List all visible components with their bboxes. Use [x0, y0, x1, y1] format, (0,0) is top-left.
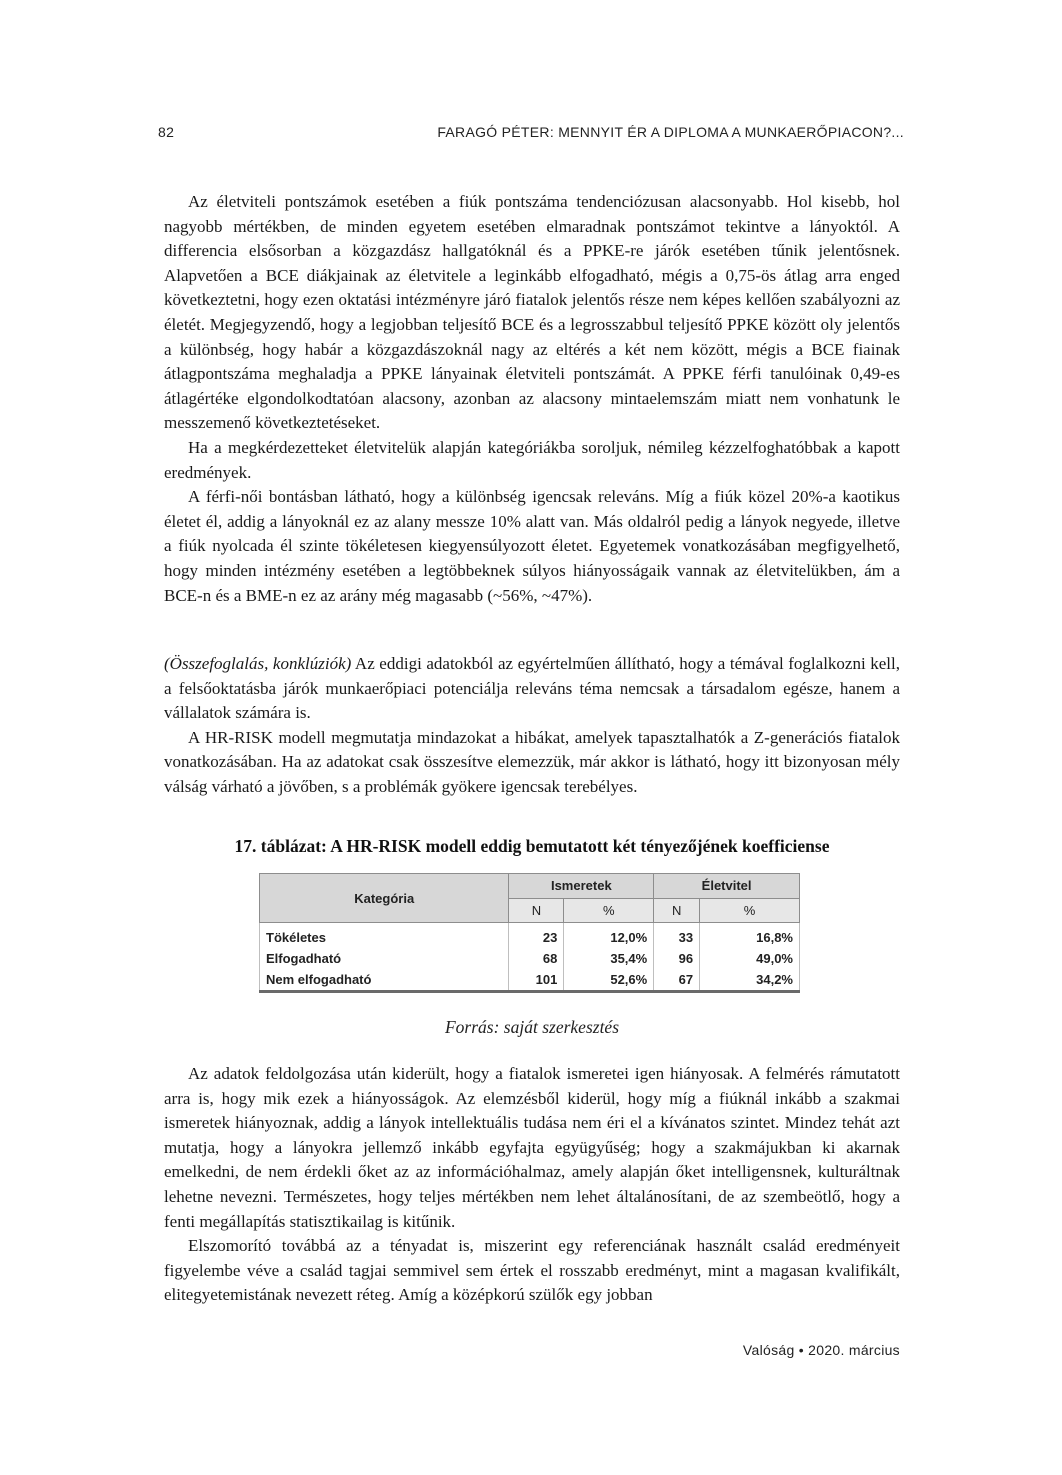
page-footer: Valóság • 2020. március	[742, 1342, 900, 1358]
cell-percent: 52,6%	[564, 969, 654, 992]
table-row	[260, 948, 800, 969]
paragraph: A férfi-női bontásban látható, hogy a különbség igencsak releváns. Míg a fiúk közel 20%-a kaotikus életet él, addig a lányoknál ez az alany messze 10% alatt van. Más oldalról pedig a lányok negyede, illetve a fiúk nyolcada él szinte tökéletesen kiegyensúlyozott életet. Egyetemek vonatkozásában megfigyelhető, hogy minden intézmény esetében a legtöbbeknek súlyos hiányosságaik vannak az életvitelükben, ám a BCE-n és a BME-n ez az arány még magasabb (~56%, ~47%).	[164, 487, 900, 605]
summary-label: (Összefoglalás, konklúziók)	[164, 654, 352, 673]
cell-n: 68	[509, 948, 564, 969]
header-percent: %	[564, 898, 654, 923]
paragraph: Az adatok feldolgozása után kiderült, hogy a fiatalok ismeretei igen hiányosak. A felmérés rámutatott arra is, hogy mik ezek a hiányosságok. Az elemzésből kiderül, hogy míg a fiúknál inkább a szakmai ismeretek hiányoznak, addig a lányok intellektuális tudása nem éri el a kívánatos szintet. Mindez tehát azt mutatja, hogy a lányokra jellemző inkább egyfajta együgyűség; hogy a szakmájukban ki akarnak emelkedni, de nem érdekli őket az az információhalmaz, amely alapján őket intelligensnek, kulturáltnak lehetne nevezni. Természetes, hogy teljes mértékben nem lehet általánosítani, de az szembeötlő, hogy a fenti megállapítás statisztikailag is kitűnik.	[164, 1064, 900, 1231]
header-category: Kategória	[260, 874, 509, 923]
body-text-top	[164, 190, 900, 608]
running-header	[158, 124, 904, 146]
row-label: Nem elfogadható	[260, 969, 509, 992]
paragraph: Az életviteli pontszámok esetében a fiúk pontszáma tendenciózusan alacsonyabb. Hol kisebb, hol nagyobb mértékben, de minden egyetem esetében elmaradnak pontszámot tekintve a lányoktól. A differencia elsősorban a közgazdász hallgatóknál és a PPKE-re járók esetében tűnik jelentősnek. Alapvetően a BCE diákjainak az életvitele a leginkább elfogadható, mégis a 0,75-ös átlag arra enged következtetni, hogy ezen oktatási intézményre járó fiatalok jelentős része nem képes kellően szabályozni az életét. Megjegyzendő, hogy a legjobban teljesítő BCE és a legrosszabbul teljesítő PPKE között oly jelentős a különbség, hogy habár a közgazdászoknál nagy az eltérés a két nem között, mégis a BCE fiainak átlagpontszáma meghaladja a PPKE lányainak életviteli pontszámát. A PPKE férfi tanulóinak 0,49-es átlagértéke elgondolkodtatóan alacsony, azonban az alacsony mintaelemszám miatt nem vonhatunk le messzemenő következtetéseket.	[164, 192, 900, 433]
paragraph: A HR-RISK modell megmutatja mindazokat a hibákat, amelyek tapasztalhatók a Z-generációs fiatalok vonatkozásában. Ha az adatokat csak összesítve elemezzük, már akkor is látható, hogy itt bizonyosan mély válság várható a jövőben, s a problémák gyökere igencsak terebélyes.	[164, 727, 900, 796]
cell-percent: 12,0%	[564, 923, 654, 949]
running-title: FARAGÓ PÉTER: MENNYIT ÉR A DIPLOMA A MUNKAERŐPIACON?...	[437, 124, 904, 140]
paragraph: Elszomorító továbbá az a tényadat is, miszerint egy referenciának használt család eredményeit figyelembe véve a család tagjai semmivel sem értek el rosszabb eredményt, mint a magasan kvalifikált, elitegyetemistának nevezett réteg. Amíg a középkorú szülők egy jobban	[164, 1236, 900, 1305]
cell-percent: 34,2%	[700, 969, 800, 992]
header-percent: %	[700, 898, 800, 923]
cell-n: 33	[654, 923, 700, 949]
cell-n: 101	[509, 969, 564, 992]
cell-n: 23	[509, 923, 564, 949]
row-label: Tökéletes	[260, 923, 509, 949]
table-row	[260, 923, 800, 949]
paragraph: Ha a megkérdezetteket életvitelük alapján kategóriákba soroljuk, némileg kézzelfoghatóbbak a kapott eredmények.	[164, 437, 900, 482]
table-row	[260, 969, 800, 992]
table-caption: 17. táblázat: A HR-RISK modell eddig bemutatott két tényezőjének koefficiense	[234, 836, 830, 856]
cell-n: 96	[654, 948, 700, 969]
header-n: N	[509, 898, 564, 923]
summary-text: Az eddigi adatokból az egyértelműen állítható, hogy a témával foglalkozni kell, a felsőoktatásba járók munkaerőpiaci potenciálja releváns téma nemcsak a társadalom egésze, hanem a vállalatok számára is.	[164, 654, 900, 723]
table-source: Forrás: saját szerkesztés	[444, 1017, 620, 1037]
cell-percent: 49,0%	[700, 948, 800, 969]
cell-n: 67	[654, 969, 700, 992]
summary-paragraph	[164, 652, 900, 726]
page-number: 82	[158, 124, 175, 140]
header-n: N	[654, 898, 700, 923]
body-text-bottom	[164, 1062, 900, 1308]
header-group-lifestyle: Életvitel	[654, 874, 800, 899]
cell-percent: 16,8%	[700, 923, 800, 949]
data-table-container	[259, 873, 800, 997]
header-group-knowledge: Ismeretek	[509, 874, 654, 899]
body-text-summary	[164, 652, 900, 800]
cell-percent: 35,4%	[564, 948, 654, 969]
row-label: Elfogadható	[260, 948, 509, 969]
data-table	[259, 873, 800, 993]
